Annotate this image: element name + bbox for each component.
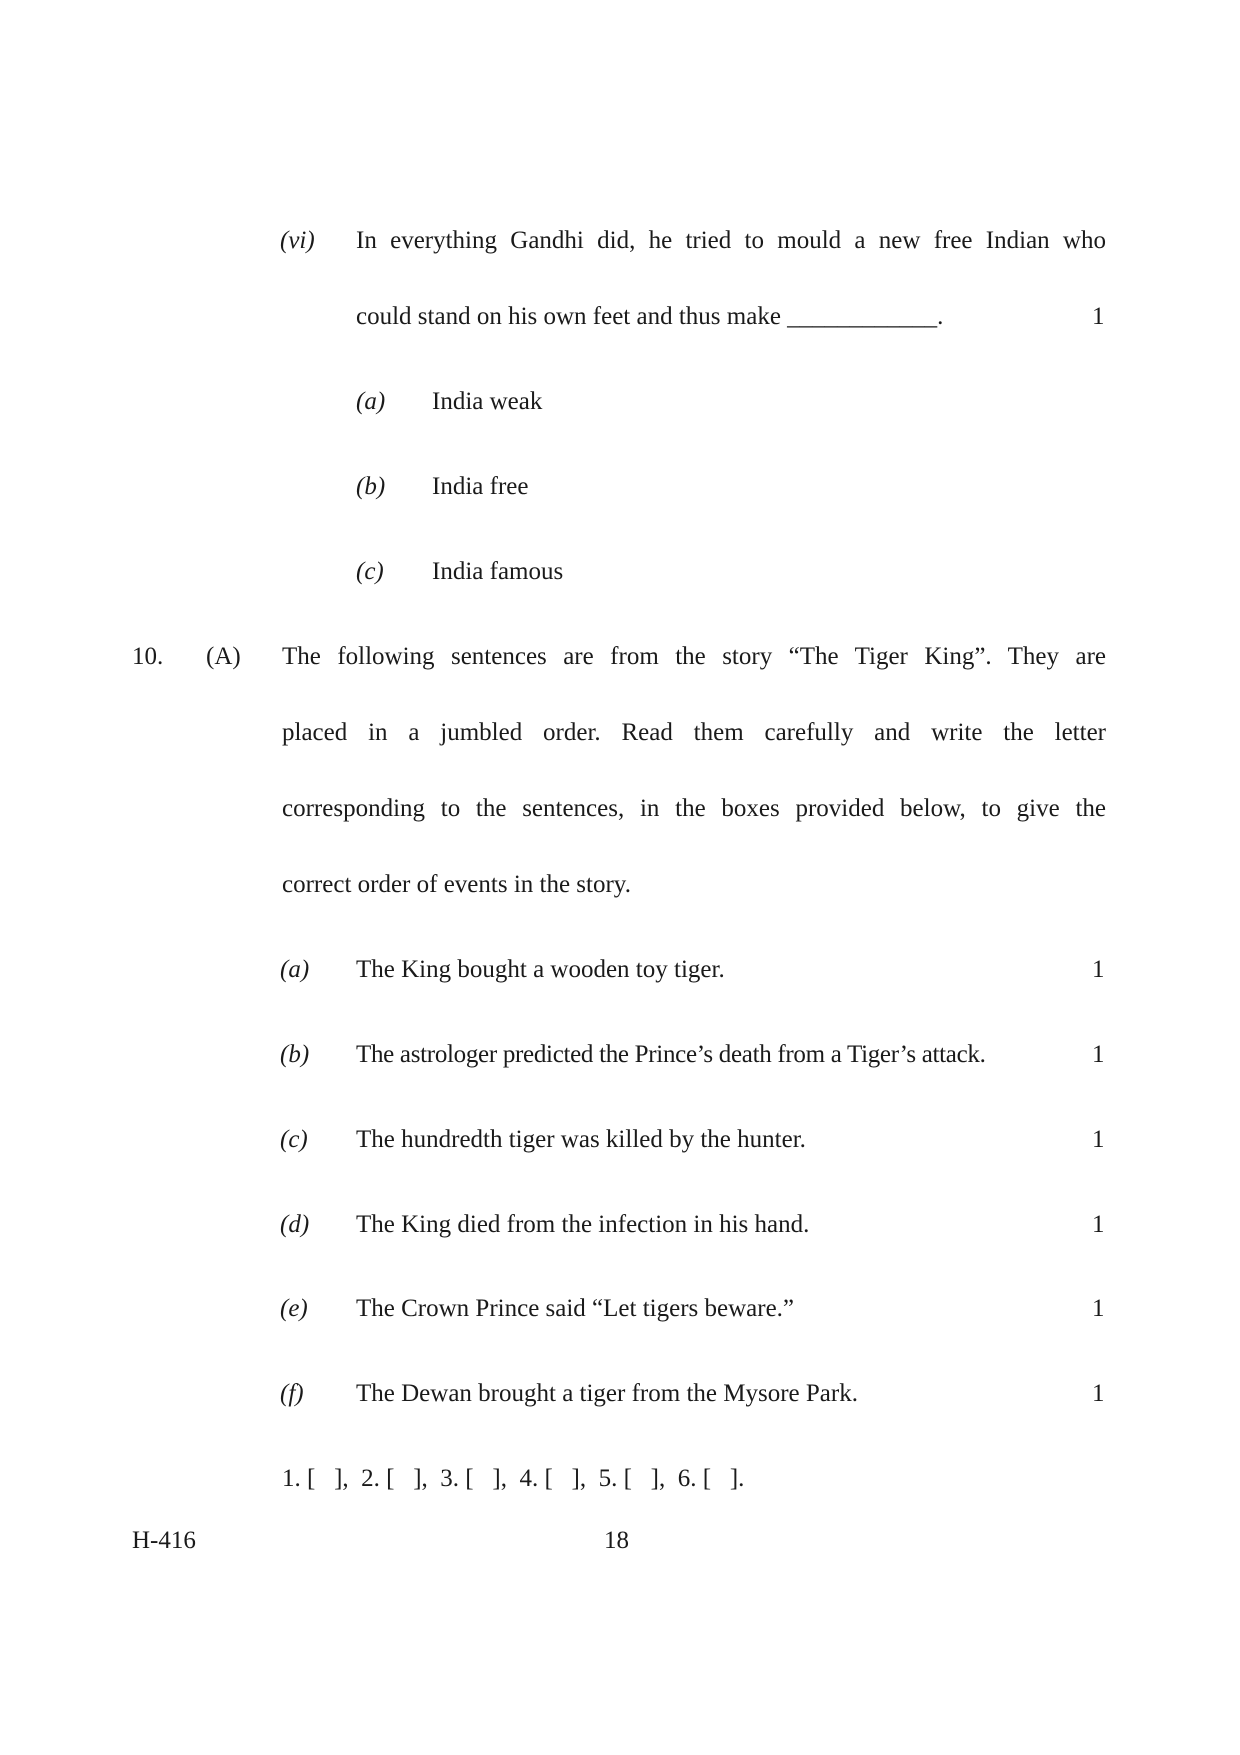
marks: 1 bbox=[1092, 303, 1105, 330]
marks: 1 bbox=[1092, 1126, 1105, 1153]
item-label: (e) bbox=[280, 1295, 308, 1322]
option-text: India weak bbox=[432, 388, 543, 415]
question-part: (A) bbox=[206, 643, 241, 670]
item-label: (d) bbox=[280, 1211, 310, 1238]
item-text: The hundredth tiger was killed by the hunter. bbox=[356, 1126, 806, 1153]
item-label: (c) bbox=[280, 1126, 308, 1153]
item-text: The Dewan brought a tiger from the Mysore Park. bbox=[356, 1380, 858, 1407]
option-text: India famous bbox=[432, 558, 564, 585]
marks: 1 bbox=[1092, 1211, 1105, 1238]
item-label: (a) bbox=[280, 956, 310, 983]
answer-boxes: 1. [ ], 2. [ ], 3. [ ], 4. [ ], 5. [ ], 6. [ ]. bbox=[282, 1465, 745, 1492]
sub-question-label: (vi) bbox=[280, 227, 315, 254]
question-stem-line-1: In everything Gandhi did, he tried to mould a new free Indian who bbox=[356, 227, 1106, 254]
instruction-line: correct order of events in the story. bbox=[282, 871, 631, 898]
marks: 1 bbox=[1092, 1295, 1105, 1322]
option-text: India free bbox=[432, 473, 529, 500]
marks: 1 bbox=[1092, 1380, 1105, 1407]
item-label: (b) bbox=[280, 1041, 310, 1068]
item-text: The King died from the infection in his hand. bbox=[356, 1211, 810, 1238]
instruction-line: corresponding to the sentences, in the boxes provided below, to give the bbox=[282, 795, 1106, 822]
marks: 1 bbox=[1092, 956, 1105, 983]
instruction-line: placed in a jumbled order. Read them carefully and write the letter bbox=[282, 719, 1106, 746]
question-stem-line-2: could stand on his own feet and thus make ____________. bbox=[356, 303, 944, 330]
item-text: The astrologer predicted the Prince’s death from a Tiger’s attack. bbox=[356, 1041, 986, 1068]
item-text: The King bought a wooden toy tiger. bbox=[356, 956, 725, 983]
question-number: 10. bbox=[132, 643, 164, 670]
option-label: (b) bbox=[356, 473, 386, 500]
paper-code: H-416 bbox=[132, 1527, 196, 1554]
instruction-line: The following sentences are from the story “The Tiger King”. They are bbox=[282, 643, 1106, 670]
option-label: (c) bbox=[356, 558, 384, 585]
option-label: (a) bbox=[356, 388, 386, 415]
marks: 1 bbox=[1092, 1041, 1105, 1068]
item-text: The Crown Prince said “Let tigers beware.” bbox=[356, 1295, 795, 1322]
item-label: (f) bbox=[280, 1380, 304, 1407]
page-number: 18 bbox=[604, 1527, 629, 1554]
